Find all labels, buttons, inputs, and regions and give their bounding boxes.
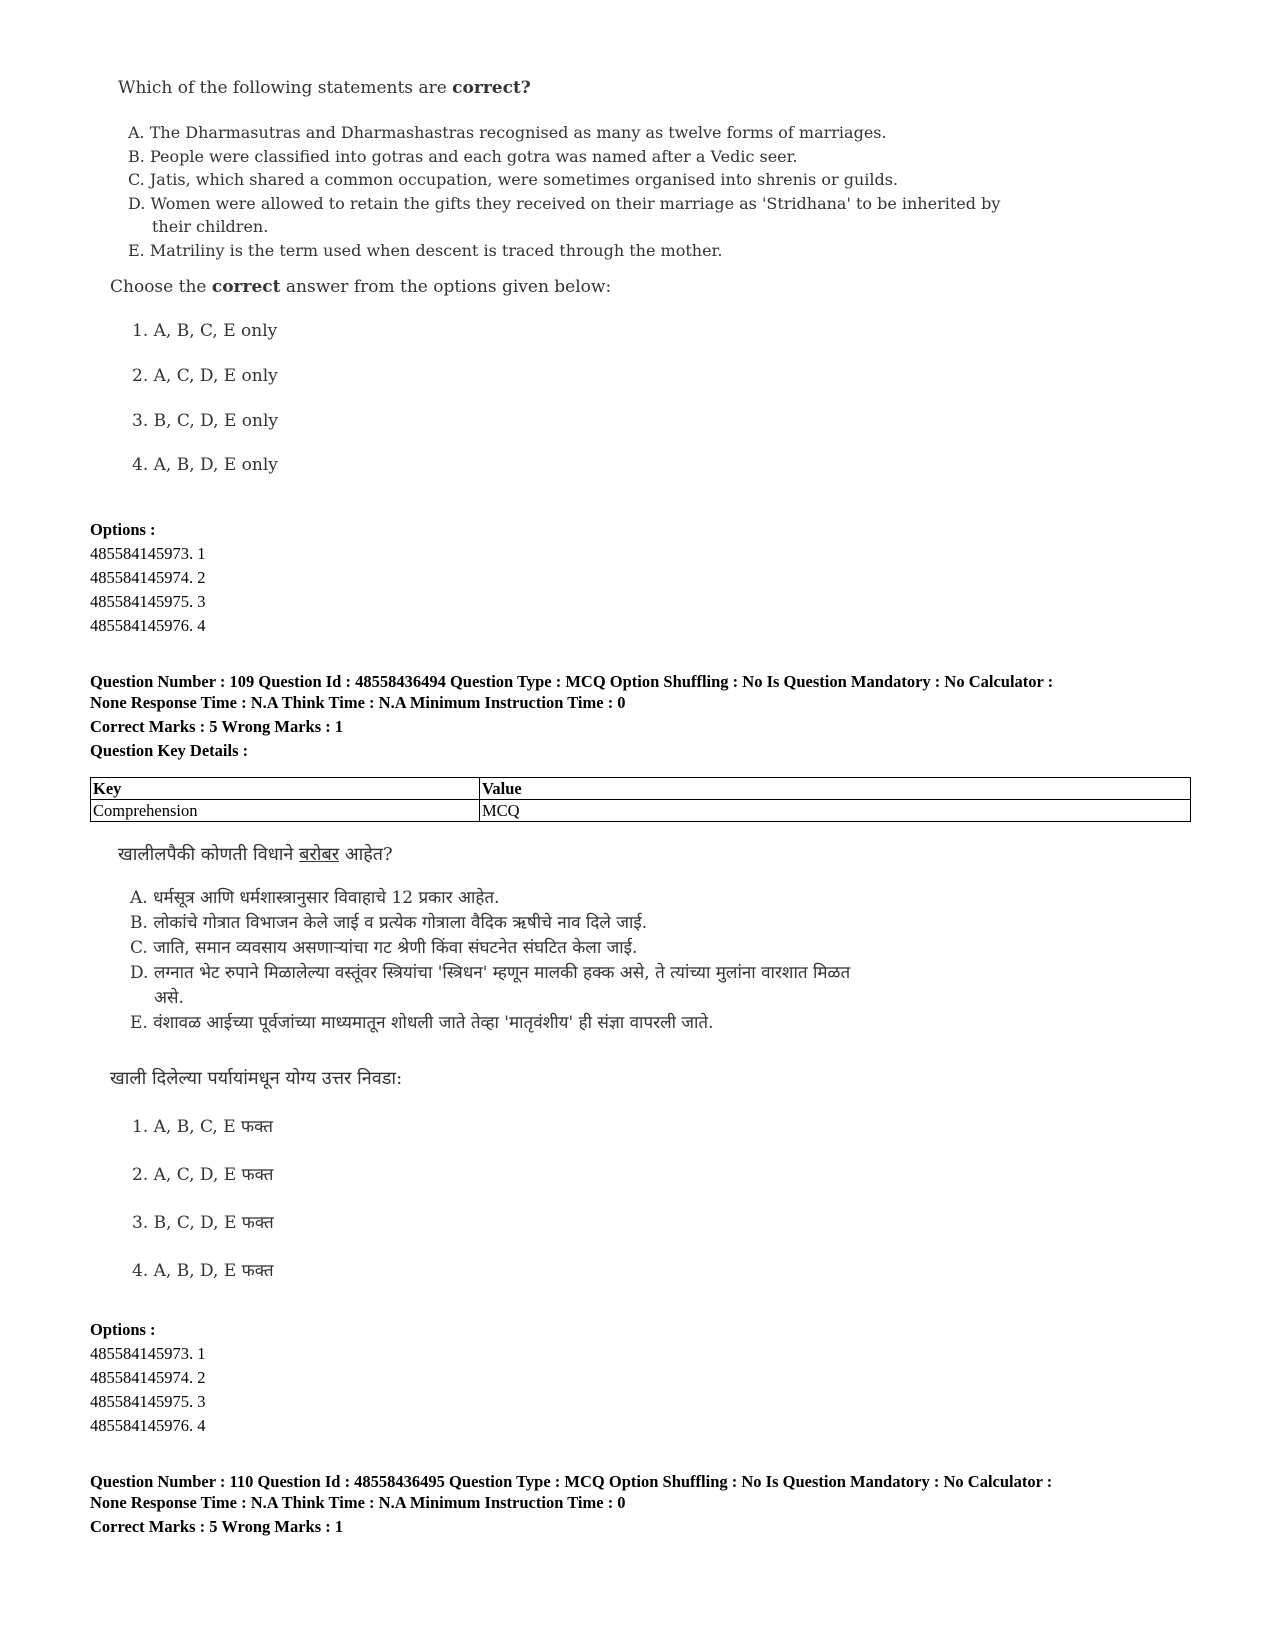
- q110-meta-line-2: None Response Time : N.A Think Time : N.A Minimum Instruction Time : 0: [90, 1493, 626, 1512]
- q109-option-id-3: 485584145975. 3: [90, 1392, 206, 1411]
- q108-options-heading: Options :: [90, 520, 156, 539]
- q109-stem: खालीलपैकी कोणती विधाने बरोबर आहेत?: [118, 844, 393, 865]
- q108-choose-instruction: Choose the correct answer from the options given below:: [110, 277, 612, 297]
- statement-b: B. People were classified into gotras and each gotra was named after a Vedic seer.: [128, 146, 798, 166]
- q109-option-id-2: 485584145974. 2: [90, 1368, 206, 1387]
- q108-option-id-3: 485584145975. 3: [90, 592, 206, 611]
- q109-question-image: [110, 842, 1038, 1302]
- q108-statements: [128, 121, 1008, 262]
- q109-options-heading: Options :: [90, 1320, 156, 1339]
- q109-option-id-4: 485584145976. 4: [90, 1416, 206, 1435]
- q108-option-4: 4. A, B, D, E only: [132, 455, 278, 475]
- statement-e: E. Matriliny is the term used when descent is traced through the mother.: [128, 240, 723, 260]
- cell-key: Comprehension: [91, 800, 480, 822]
- q108-option-id-1: 485584145973. 1: [90, 544, 206, 563]
- q108-question-image: [110, 78, 1018, 488]
- statement-c: C. Jatis, which shared a common occupation, were sometimes organised into shrenis or guilds.: [128, 170, 899, 189]
- table-row: [91, 800, 1191, 822]
- mr-statement-c: C. जाति, समान व्यवसाय असणाऱ्यांचा गट श्रेणी किंवा संघटनेत संघटित केला जाई.: [130, 938, 638, 958]
- q109-meta-line-2: None Response Time : N.A Think Time : N.A Minimum Instruction Time : 0: [90, 693, 626, 712]
- q109-key-details-table: [90, 777, 1191, 822]
- q110-marks: Correct Marks : 5 Wrong Marks : 1: [90, 1517, 344, 1536]
- mr-statement-e: E. वंशावळ आईच्या पूर्वजांच्या माध्यमातून शोधली जाते तेव्हा 'मातृवंशीय' ही संज्ञा वापरली जाते.: [130, 1013, 714, 1033]
- q108-option-2: 2. A, C, D, E only: [132, 366, 278, 386]
- table-header-row: [91, 778, 1191, 800]
- q109-option-2: 2. A, C, D, E फक्त: [132, 1165, 274, 1185]
- q108-option-1: 1. A, B, C, E only: [132, 321, 278, 341]
- q109-option-1: 1. A, B, C, E फक्त: [132, 1117, 273, 1137]
- q108-option-id-4: 485584145976. 4: [90, 616, 206, 635]
- q109-meta-line-1: Question Number : 109 Question Id : 48558436494 Question Type : MCQ Option Shuffling : No Is Question Mandatory : No Calculator :: [90, 672, 1054, 691]
- q109-choose-instruction: खाली दिलेल्या पर्यायांमधून योग्य उत्तर निवडा:: [110, 1068, 403, 1089]
- q109-option-id-1: 485584145973. 1: [90, 1344, 206, 1363]
- q110-meta-line-1: Question Number : 110 Question Id : 48558436495 Question Type : MCQ Option Shuffling : No Is Question Mandatory : No Calculator :: [90, 1472, 1053, 1491]
- q108-option-3: 3. B, C, D, E only: [132, 411, 279, 431]
- mr-statement-d: D. लग्नात भेट रुपाने मिळालेल्या वस्तूंवर स्त्रियांचा 'स्त्रिधन' म्हणून मालकी हक्क असे, ते त्यांच्या मुलांना वारशात मिळत असे.: [130, 963, 851, 1008]
- statement-a: A. The Dharmasutras and Dharmashastras recognised as many as twelve forms of marriages.: [128, 123, 887, 142]
- mr-statement-b: B. लोकांचे गोत्रात विभाजन केले जाई व प्रत्येक गोत्राला वैदिक ऋषीचे नाव दिले जाई.: [130, 913, 648, 933]
- q109-marks: Correct Marks : 5 Wrong Marks : 1: [90, 717, 344, 736]
- q109-statements: [130, 886, 1030, 1036]
- header-value: Value: [480, 778, 1191, 800]
- q109-key-details-label: Question Key Details :: [90, 741, 249, 760]
- q109-option-3: 3. B, C, D, E फक्त: [132, 1213, 274, 1233]
- cell-value: MCQ: [480, 800, 1191, 822]
- header-key: Key: [91, 778, 480, 800]
- statement-d: D. Women were allowed to retain the gifts they received on their marriage as 'Stridhana' to be inherited by their children.: [128, 193, 1001, 236]
- mr-statement-a: A. धर्मसूत्र आणि धर्मशास्त्रानुसार विवाहाचे 12 प्रकार आहेत.: [130, 888, 500, 908]
- q108-option-id-2: 485584145974. 2: [90, 568, 206, 587]
- q109-option-4: 4. A, B, D, E फक्त: [132, 1261, 274, 1281]
- q108-stem: Which of the following statements are correct?: [118, 78, 531, 98]
